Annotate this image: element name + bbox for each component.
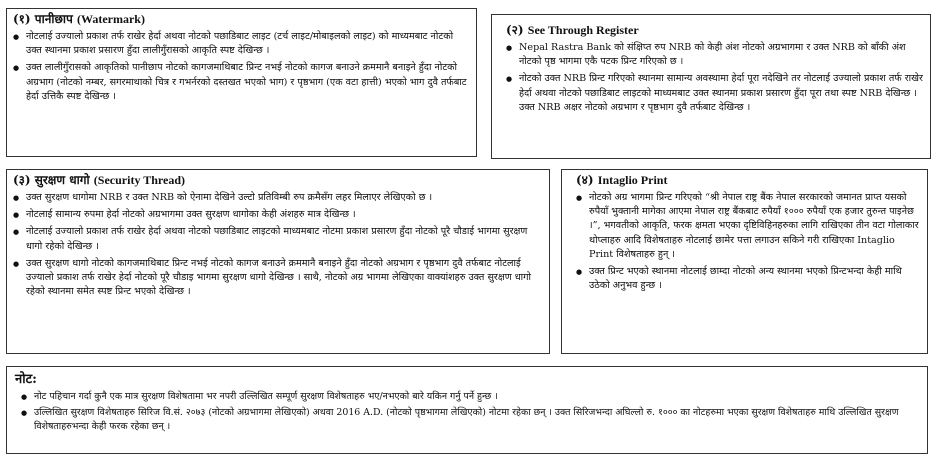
list-item: ● नोटलाई सामान्य रुपमा हेर्दा नोटको अग्रभागमा उक्त सुरक्षण धागोका केही अंशहरु मात्र देखिन्छ । bbox=[13, 208, 543, 222]
list-item: ● नोटको अग्र भागमा प्रिन्ट गरिएको “श्री नेपाल राष्ट्र बैंक नेपाल सरकारको जमानत प्राप्त यसको रुपैयाँ भुक्तानी मागेका आएमा नेपाल राष्ट्र बैंकबाट रुपैयाँ १००० रुपैयाँ एक हजार तुरुन्त पाइनेछ ।”, भगवतीको आकृति, फरक क्षमता भएका दृष्टिविहिनहरुका लागि राखिएका तीन वटा गोलाकार थोप्लाहरु आदि विशेषताहरु नोटलाई छामेर पत्ता लगाउन सकिने गरी राखिएका Intaglio Print विशेषताहरु हुन् । bbox=[576, 191, 921, 262]
watermark-section bbox=[6, 8, 477, 157]
security-thread-list bbox=[7, 191, 549, 299]
see-through-title-np: (२) bbox=[506, 23, 524, 37]
list-item: ● नोटलाई उज्यालो प्रकाश तर्फ राखेर हेर्दा अथवा नोटको पछाडिबाट लाइट (टर्च लाइट/मोबाइलको लाइट) को माध्यमबाट नोटको उक्त स्थानमा प्रकाश प्रसारण हुँदा लालीगुँरासको आकृति स्पष्ट देखिन्छ । bbox=[13, 30, 470, 58]
intaglio-title-en: Intaglio Print bbox=[597, 173, 668, 187]
security-thread-title-np: (३) सुरक्षण धागो bbox=[13, 173, 90, 187]
list-item: ● उक्त सुरक्षण धागो नोटको कागजमाथिबाट प्रिन्ट नभई नोटको कागज बनाउने क्रममानै बनाइने हुँदा नोटको अग्रभाग र पृष्ठभाग दुवै तर्फबाट नोटलाई उज्यालो प्रकाश तर्फ राखेर हेर्दा नोटको पूरै चौडाइ भागमा सुरक्षण धागो देखिन्छ । साथै, नोटको अग्र भागमा लेखिएका वाक्यांशहरु उक्त सुरक्षण धागो रहेको स्थानमा समेत स्पष्ट प्रिन्ट भएको देखिन्छ । bbox=[13, 257, 543, 300]
list-item: ● नोटलाई उज्यालो प्रकाश तर्फ राखेर हेर्दा अथवा नोटको पछाडिबाट लाइटको माध्यमबाट नोटमा प्रकाश प्रसारण हुँदा नोटको पूरै चौडाई भागमा सुरक्षण धागो रहेको देखिन्छ । bbox=[13, 225, 543, 253]
list-item: ● उल्लिखित सुरक्षण विशेषताहरु सिरिज वि.सं. २०७३ (नोटको अग्रभागमा लेखिएको) अथवा 2016 A.D. (नोटको पृष्ठभागमा लेखिएको) नोटमा रहेका छन् । उक्त सिरिजभन्दा अघिल्लो रु. १००० का नोटहरुमा भएका सुरक्षण विशेषताहरु माथि उल्लिखित सुरक्षण विशेषताहरुभन्दा केही फरक रहेका छन् । bbox=[21, 406, 921, 434]
note-section bbox=[6, 366, 928, 454]
security-thread-title bbox=[7, 170, 549, 191]
security-thread-title-en: (Security Thread) bbox=[93, 173, 186, 187]
see-through-title-en: See Through Register bbox=[527, 23, 639, 37]
watermark-title-en: (Watermark) bbox=[77, 12, 145, 26]
see-through-list bbox=[492, 41, 930, 115]
security-thread-section bbox=[6, 169, 550, 354]
see-through-section bbox=[491, 14, 931, 159]
watermark-title bbox=[7, 9, 476, 30]
watermark-list bbox=[7, 30, 476, 104]
list-item: ● उक्त सुरक्षण धागोमा NRB र उक्त NRB को ऐनामा देखिने उल्टो प्रतिविम्बी रुप क्रमैसँग लहर मिलाएर लेखिएको छ । bbox=[13, 191, 543, 205]
list-item: ● उक्त प्रिन्ट भएको स्थानमा नोटलाई छाम्दा नोटको अन्य स्थानमा भएको प्रिन्टभन्दा केही माथि उठेको अनुभव हुन्छ । bbox=[576, 265, 921, 293]
intaglio-title bbox=[562, 170, 927, 191]
list-item: ● नोट पहिचान गर्दा कुनै एक मात्र सुरक्षण विशेषतामा भर नपरी उल्लिखित सम्पूर्ण सुरक्षण विशेषताहरु भए/नभएको बारे यकिन गर्नु पर्ने हुन्छ । bbox=[21, 390, 921, 404]
list-item: ● नोटको उक्त NRB प्रिन्ट गरिएको स्थानमा सामान्य अवस्थामा हेर्दा पूरा नदेखिने तर नोटलाई उज्यालो प्रकाश तर्फ राखेर हेर्दा अथवा नोटको पछाडिबाट लाइटको माध्यमबाट उक्त स्थानमा प्रकाश प्रसारण हुँदा पूरा तथा स्पष्ट NRB देखिन्छ । उक्त NRB अक्षर नोटको अग्रभाग र पृष्ठभाग दुवै तर्फबाट देखिन्छ । bbox=[506, 72, 924, 115]
see-through-title bbox=[492, 15, 930, 41]
watermark-title-np: (१) पानीछाप bbox=[13, 12, 73, 26]
intaglio-title-np: (४) bbox=[576, 173, 594, 187]
list-item: ● उक्त लालीगुँरासको आकृतिको पानीछाप नोटको कागजमाथिबाट प्रिन्ट नभई नोटको कागज बनाउने क्रममानै बनाइने हुँदा नोटको अग्रभाग (नोटको नम्बर, सगरमाथाको चित्र र गभर्नरको दस्तखत भएको भाग) र पृष्ठभाग (एक वटा हात्ती) भएको भाग दुवै तर्फबाट हेर्दा उत्तिकै स्पष्ट देखिन्छ । bbox=[13, 61, 470, 104]
note-title: नोट: bbox=[15, 372, 37, 387]
list-item: ● Nepal Rastra Bank को संक्षिप्त रुप NRB को केही अंश नोटको अग्रभागमा र उक्त NRB को बाँकी अंश नोटको पृष्ठ भागमा एकै पटक प्रिन्ट गरिएको छ । bbox=[506, 41, 924, 69]
intaglio-section bbox=[561, 169, 928, 354]
note-list bbox=[7, 390, 927, 435]
intaglio-list bbox=[562, 191, 927, 293]
